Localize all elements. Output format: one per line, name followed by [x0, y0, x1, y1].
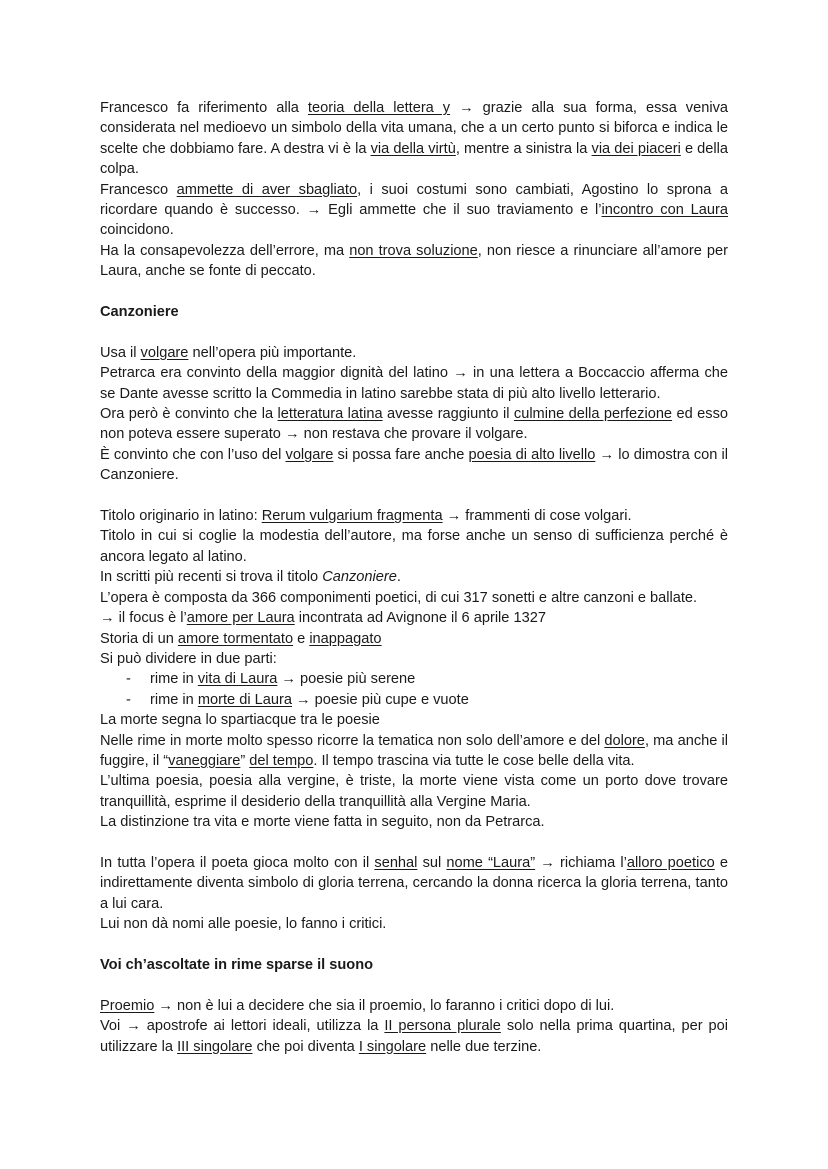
blank-line: [100, 282, 728, 302]
italic-text: Canzoniere: [322, 569, 397, 586]
text-run: Petrarca era convinto della maggior dignità del latino → in una lettera a Boccaccio afferma che se Dante avesse scritto la Commedia in latino sarebbe stata di più alto livello letterario.: [100, 365, 728, 402]
text-run: La morte segna lo spartiacque tra le poesie: [100, 712, 380, 729]
underlined-text: poesia di alto livello: [468, 446, 596, 463]
underlined-text: senhal: [374, 854, 418, 871]
text-run: .: [396, 569, 401, 586]
text-run: solo nella prima quartina, per poi utilizzare la: [100, 1018, 728, 1055]
blank-line: [100, 833, 728, 853]
text-run: e indirettamente diventa simbolo di gloria terrena, cercando la donna ricerca la gloria terrena, tanto a lui cara.: [100, 854, 729, 912]
text-run: → non è lui a decidere che sia il proemio, lo faranno i critici dopo di lui.: [154, 997, 615, 1014]
text-run: → poesie più serene: [277, 671, 416, 688]
underlined-text: inappagato: [309, 630, 382, 647]
list-item: [126, 690, 728, 710]
text-run: sul: [417, 854, 447, 871]
text-run: L’opera è composta da 366 componimenti poetici, di cui 317 sonetti e altre canzoni e ballate.: [100, 589, 698, 606]
text-run: → il focus è l’: [100, 610, 187, 627]
text-run: , mentre a sinistra la: [455, 140, 592, 157]
text-run: Lui non dà nomi alle poesie, lo fanno i critici.: [100, 916, 387, 933]
text-run: nell’opera più importante.: [188, 344, 357, 361]
paragraph-perfezione: [100, 404, 728, 445]
text-run: Titolo originario in latino:: [100, 508, 262, 525]
paragraph-titolo-latino: [100, 506, 728, 526]
paragraph-storia: [100, 629, 728, 649]
paragraph-volgare: [100, 343, 728, 363]
text-run: Usa il: [100, 344, 141, 361]
underlined-text: volgare: [285, 446, 334, 463]
underlined-text: morte di Laura: [197, 691, 292, 708]
blank-line: [100, 486, 728, 506]
text-run: ”: [240, 752, 250, 769]
paragraph-proemio: [100, 996, 728, 1016]
text-run: ed esso non poteva essere superato → non restava che provare il volgare.: [100, 406, 728, 443]
text-run: avesse raggiunto il: [382, 406, 514, 423]
underlined-text: I singolare: [358, 1038, 427, 1055]
text-run: che poi diventa: [252, 1038, 359, 1055]
underlined-text: via della virtù: [370, 140, 456, 157]
underlined-text: dolore: [604, 732, 645, 749]
underlined-text: amore tormentato: [177, 630, 294, 647]
paragraph-senhal: [100, 853, 728, 914]
paragraph-ultima-poesia: [100, 771, 728, 812]
text-run: L’ultima poesia, poesia alla vergine, è triste, la morte viene vista come un porto dove trovare tranquillità, esprime il desiderio della tranquillità alla Vergine Maria.: [100, 773, 728, 810]
text-run: È convinto che con l’uso del: [100, 446, 286, 463]
underlined-text: non trova soluzione: [349, 242, 478, 259]
heading-voi-chascoltate: Voi ch’ascoltate in rime sparse il suono: [100, 956, 374, 973]
paragraph-distinzione: [100, 812, 728, 832]
text-run: Storia di un: [100, 630, 178, 647]
paragraph-modestia: [100, 526, 728, 567]
text-run: Si può dividere in due parti:: [100, 650, 277, 667]
text-run: rime in: [150, 691, 198, 708]
text-run: incontrata ad Avignone il 6 aprile 1327: [294, 610, 546, 627]
underlined-text: volgare: [140, 344, 189, 361]
text-run: La distinzione tra vita e morte viene fatta in seguito, non da Petrarca.: [100, 814, 545, 831]
underlined-text: culmine della perfezione: [513, 406, 673, 423]
text-run: Titolo in cui si coglie la modestia dell’autore, ma forse anche un senso di sufficienza perché è ancora legato al latino.: [100, 528, 728, 565]
text-run: → frammenti di cose volgari.: [442, 508, 632, 525]
underlined-text: II persona plurale: [384, 1018, 501, 1035]
blank-line: [100, 322, 728, 342]
text-run: rime in: [150, 671, 198, 688]
text-run: Ha la consapevolezza dell’errore, ma: [100, 242, 350, 259]
text-run: → richiama l’: [535, 854, 627, 871]
text-run: coincidono.: [100, 222, 174, 239]
underlined-text: vita di Laura: [197, 671, 278, 688]
underlined-text: Proemio: [100, 997, 155, 1014]
paragraph-ammette: [100, 180, 728, 241]
text-run: Voi → apostrofe ai lettori ideali, utilizza la: [100, 1018, 385, 1035]
text-run: Francesco: [100, 181, 177, 198]
text-run: . Il tempo trascina via tutte le cose belle della vita.: [313, 752, 635, 769]
underlined-text: alloro poetico: [626, 854, 715, 871]
text-run: Ora però è convinto che la: [100, 406, 278, 423]
list-parti: [100, 669, 728, 710]
text-run: In tutta l’opera il poeta gioca molto con il: [100, 854, 375, 871]
text-run: → poesie più cupe e vuote: [291, 691, 469, 708]
paragraph-spartiacque: [100, 710, 728, 730]
text-run: → grazie alla sua forma, essa veniva considerata nel medioevo un simbolo della vita umana, che a un certo punto si biforca e indica le scelte che dobbiamo fare. A destra vi è la: [100, 100, 728, 157]
underlined-text: vaneggiare: [168, 752, 241, 769]
underlined-text: teoria della lettera y: [307, 100, 451, 116]
underlined-text: incontro con Laura: [601, 202, 728, 219]
text-run: , ma anche il fuggire, il “: [100, 732, 728, 769]
text-run: Francesco fa riferimento alla: [100, 100, 308, 116]
text-run: , non riesce a rinunciare all’amore per Laura, anche se fonte di peccato.: [100, 242, 728, 280]
underlined-text: Rerum vulgarium fragmenta: [261, 508, 443, 525]
text-run: si possa fare anche: [333, 446, 469, 463]
underlined-text: del tempo: [249, 752, 314, 769]
blank-line: [100, 935, 728, 955]
paragraph-titolo-recente: [100, 567, 728, 587]
paragraph-focus: [100, 608, 728, 628]
paragraph-alto-livello: [100, 445, 728, 486]
text-run: , i suoi costumi sono cambiati, Agostino lo sprona a ricordare quando è successo. → Egli ammette che il suo traviamento e l’: [100, 181, 729, 219]
paragraph-lettera-y: [100, 98, 728, 180]
underlined-text: via dei piaceri: [591, 140, 681, 157]
text-run: e: [293, 630, 310, 647]
paragraph-tempo: [100, 731, 728, 772]
underlined-text: amore per Laura: [186, 610, 295, 627]
heading-canzoniere: Canzoniere: [100, 304, 179, 321]
underlined-text: ammette di aver sbagliato: [176, 181, 358, 198]
text-run: In scritti più recenti si trova il titolo: [100, 569, 323, 586]
underlined-text: III singolare: [177, 1038, 253, 1055]
text-run: e della colpa.: [100, 140, 728, 178]
paragraph-latino: [100, 363, 728, 404]
text-run: Nelle rime in morte molto spesso ricorre la tematica non solo dell’amore e del: [100, 732, 605, 749]
text-run: → lo dimostra con il Canzoniere.: [100, 446, 728, 484]
blank-line: [100, 975, 728, 995]
paragraph-nomi: [100, 914, 728, 934]
paragraph-consapevolezza: [100, 241, 728, 282]
paragraph-apostrofe: [100, 1016, 728, 1057]
list-item: [126, 669, 728, 689]
underlined-text: letteratura latina: [277, 406, 383, 423]
paragraph-due-parti: [100, 649, 728, 669]
paragraph-componimenti: [100, 588, 728, 608]
underlined-text: nome “Laura”: [446, 854, 536, 871]
text-run: nelle due terzine.: [426, 1038, 542, 1055]
